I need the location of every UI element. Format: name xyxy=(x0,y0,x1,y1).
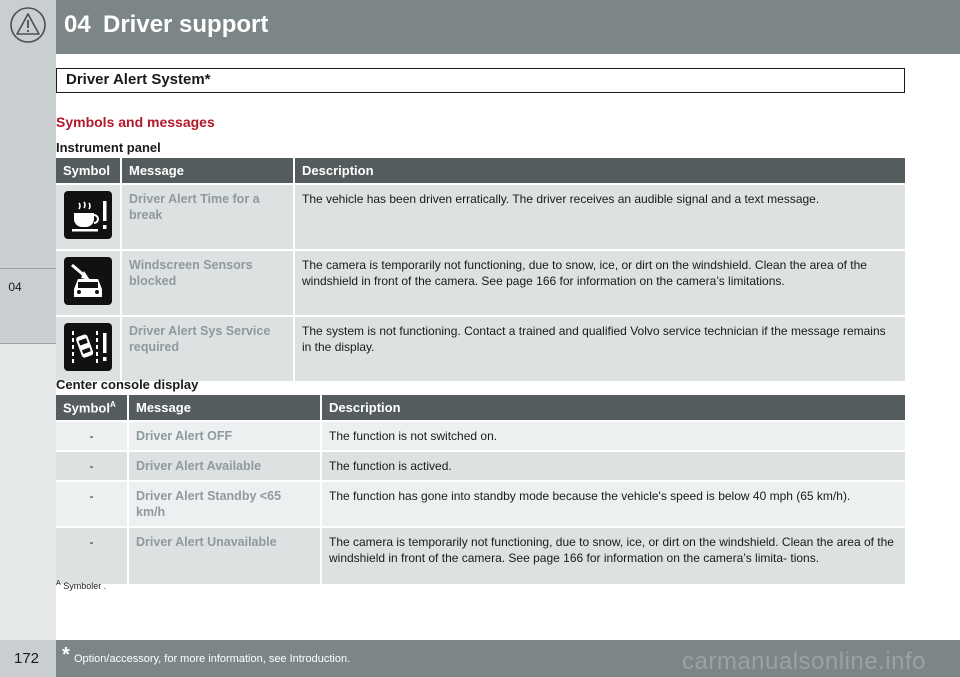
windscreen-sensor-blocked-icon xyxy=(64,257,112,305)
option-star: * xyxy=(62,644,70,666)
table-row xyxy=(56,184,905,250)
watermark: carmanualsonline.info xyxy=(682,648,926,675)
page-number-box xyxy=(0,640,56,677)
table-row xyxy=(56,316,905,381)
column-header: Symbol xyxy=(56,158,121,184)
instrument-panel-heading: Instrument panel xyxy=(56,140,161,155)
footer-note: Option/accessory, for more information, see Introduction. xyxy=(74,653,351,665)
chapter-header-bar xyxy=(0,0,960,54)
message-cell: Windscreen Sensors blocked xyxy=(121,250,294,316)
footnote-text: Symboler . xyxy=(63,581,107,591)
coffee-cup-alert-icon xyxy=(64,191,112,239)
center-console-table xyxy=(56,395,905,584)
table-row xyxy=(56,527,905,584)
symbol-cell: - xyxy=(56,481,128,527)
symbol-cell xyxy=(56,316,121,381)
warning-triangle-icon xyxy=(9,6,47,44)
symbol-cell: - xyxy=(56,527,128,584)
symbol-cell: - xyxy=(56,421,128,451)
section-title: Driver Alert System* xyxy=(66,71,211,88)
message-cell: Driver Alert Available xyxy=(128,451,321,481)
column-header: Description xyxy=(321,395,905,421)
table-header-row xyxy=(56,395,905,421)
driver-alert-service-icon xyxy=(64,323,112,371)
column-header xyxy=(56,395,128,421)
side-strip-lower xyxy=(0,344,56,640)
description-cell: The system is not functioning. Contact a trained and qualified Volvo service technician if the message remains in the display. xyxy=(294,316,905,381)
description-cell: The camera is temporarily not functioning, due to snow, ice, or dirt on the windshield. Clean the area of the windshield in front of the camera. See page 166 for information on the camera’s limita- tions. xyxy=(321,527,905,584)
page-number: 172 xyxy=(14,650,40,667)
message-cell: Driver Alert Unavailable xyxy=(128,527,321,584)
message-cell: Driver Alert OFF xyxy=(128,421,321,451)
description-cell: The vehicle has been driven erratically. The driver receives an audible signal and a text message. xyxy=(294,184,905,250)
subsection-title: Symbols and messages xyxy=(56,114,215,130)
description-cell: The function is actived. xyxy=(321,451,905,481)
column-header: Description xyxy=(294,158,905,184)
symbol-cell: - xyxy=(56,451,128,481)
column-header-label: Symbol xyxy=(63,400,110,416)
side-chapter-strip xyxy=(0,54,56,640)
description-cell: The function has gone into standby mode because the vehicle's speed is below 40 mph (65 km/h). xyxy=(321,481,905,527)
instrument-panel-table xyxy=(56,158,905,381)
message-cell: Driver Alert Time for a break xyxy=(121,184,294,250)
chapter-number: 04 xyxy=(64,11,91,38)
center-console-heading: Center console display xyxy=(56,377,199,392)
message-cell: Driver Alert Sys Service required xyxy=(121,316,294,381)
footnote-marker: A xyxy=(56,580,61,587)
table-footnote xyxy=(56,580,106,591)
table-row xyxy=(56,451,905,481)
chapter-icon-box xyxy=(0,0,56,54)
description-cell: The camera is temporarily not functioning, due to snow, ice, or dirt on the windshield. Clean the area of the windshield in front of the camera. See page 166 for information on the camera’s limitations. xyxy=(294,250,905,316)
column-header: Message xyxy=(121,158,294,184)
section-title-box xyxy=(56,68,905,93)
message-cell: Driver Alert Standby <65 km/h xyxy=(128,481,321,527)
table-header-row xyxy=(56,158,905,184)
page-footer xyxy=(0,640,960,677)
footnote-marker: A xyxy=(109,399,116,409)
chapter-title: Driver support xyxy=(103,11,269,38)
symbol-cell xyxy=(56,184,121,250)
table-row xyxy=(56,481,905,527)
description-cell: The function is not switched on. xyxy=(321,421,905,451)
column-header: Message xyxy=(128,395,321,421)
symbol-cell xyxy=(56,250,121,316)
table-row xyxy=(56,421,905,451)
chapter-tab-label: 04 xyxy=(8,280,22,294)
table-row xyxy=(56,250,905,316)
